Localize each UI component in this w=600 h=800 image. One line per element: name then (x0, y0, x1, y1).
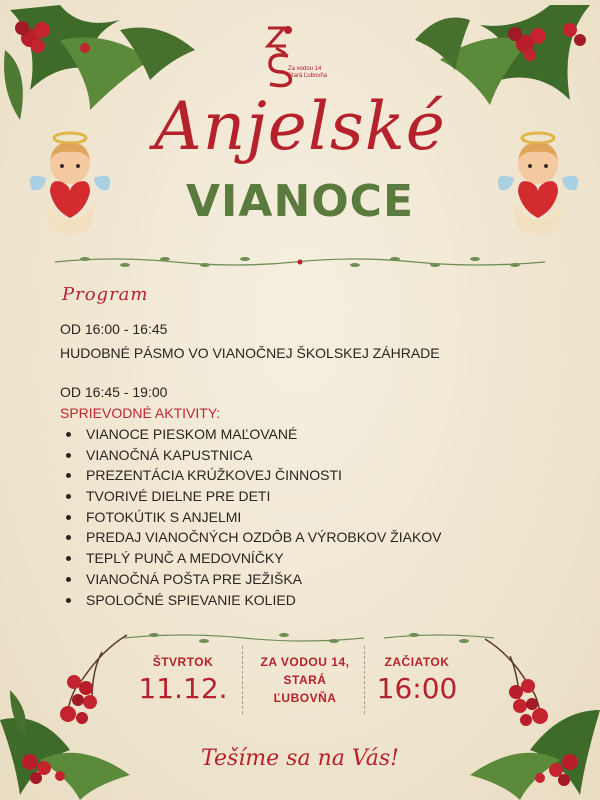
school-logo (258, 22, 368, 92)
logo-address-line1: Za vodou 14 (288, 66, 322, 72)
logo-address-line2: Stará Ľubovňa (288, 73, 328, 79)
bullet-icon (66, 556, 71, 561)
time-slot-1: OD 16:00 - 16:45 (60, 321, 168, 337)
activities-list (60, 424, 442, 610)
berries-right-icon (480, 634, 560, 729)
event-place-line1: ZA VODOU 14, (260, 655, 350, 669)
activity-label: TVORIVÉ DIELNE PRE DETI (86, 488, 271, 505)
bullet-icon (66, 535, 71, 540)
list-item (60, 507, 442, 528)
start-label: ZAČIATOK (384, 655, 450, 669)
berries-left-icon (52, 630, 132, 730)
vine-divider-icon (55, 252, 545, 272)
bullet-icon (66, 432, 71, 437)
time-slot-2: OD 16:45 - 19:00 (60, 384, 168, 400)
activity-label: FOTOKÚTIK S ANJELMI (86, 508, 242, 525)
activity-label: SPOLOČNÉ SPIEVANIE KOLIED (86, 591, 296, 608)
vine-info-right-icon (384, 628, 494, 648)
bullet-icon (66, 598, 71, 603)
list-item (60, 527, 442, 548)
vine-info-left-icon (124, 628, 364, 648)
title-main: VIANOCE (185, 176, 415, 227)
list-item (60, 445, 442, 466)
bullet-icon (66, 453, 71, 458)
activity-label: PREDAJ VIANOČNÝCH OZDÔB A VÝROBKOV ŽIAKOV (86, 529, 442, 546)
event-place-line3: ĽUBOVŇA (273, 691, 337, 705)
activity-label: VIANOČNÁ POŠTA PRE JEŽIŠKA (86, 570, 303, 587)
list-item (60, 590, 442, 611)
bullet-icon (66, 577, 71, 582)
angel-left-icon (24, 130, 114, 240)
list-item (60, 465, 442, 486)
program-heading: Program (62, 284, 149, 305)
activities-heading: SPRIEVODNÉ AKTIVITY: (60, 405, 221, 421)
title-script: Anjelské (154, 88, 446, 165)
info-divider (242, 646, 243, 714)
closing-message: Tešíme sa na Vás! (201, 746, 399, 771)
activity-label: TEPLÝ PUNČ A MEDOVNÍČKY (86, 550, 284, 567)
list-item (60, 548, 442, 569)
activity-label: VIANOCE PIESKOM MAĽOVANÉ (86, 426, 298, 442)
event-day: ŠTVRTOK (152, 655, 214, 669)
event-date: 11.12. (138, 672, 228, 705)
list-item (60, 569, 442, 590)
list-item (60, 424, 442, 445)
event-place-line2: STARÁ (283, 673, 327, 687)
list-item (60, 486, 442, 507)
bullet-icon (66, 473, 71, 478)
start-time: 16:00 (376, 672, 458, 705)
info-divider (364, 646, 365, 714)
bullet-icon (66, 494, 71, 499)
event-1: HUDOBNÉ PÁSMO VO VIANOČNEJ ŠKOLSKEJ ZÁHRADE (60, 345, 440, 361)
bullet-icon (66, 515, 71, 520)
angel-right-icon (492, 130, 582, 240)
activity-label: PREZENTÁCIA KRÚŽKOVEJ ČINNOSTI (86, 467, 342, 484)
activity-label: VIANOČNÁ KAPUSTNICA (86, 446, 253, 463)
